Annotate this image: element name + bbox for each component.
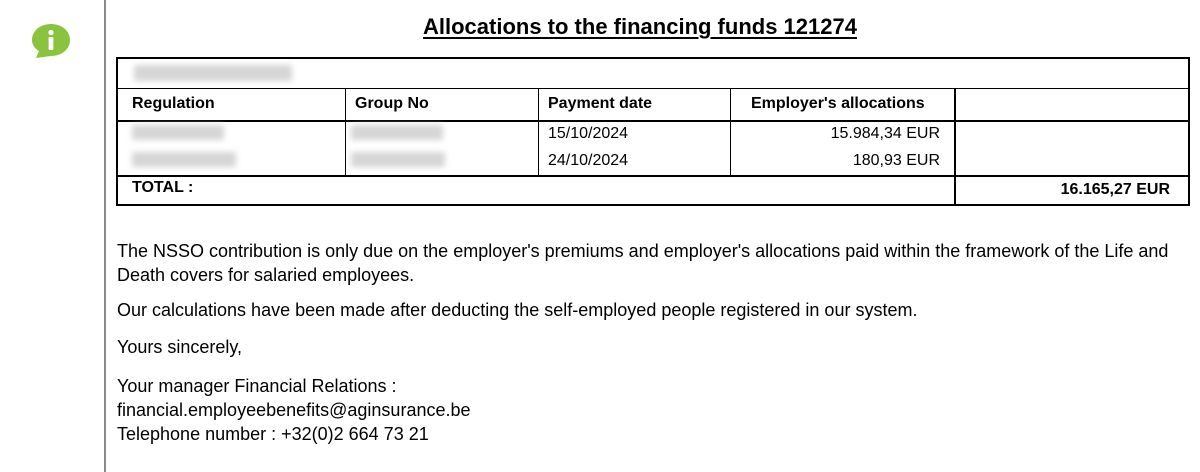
table-row-allocation: 15.984,34 EUR (830, 125, 940, 142)
table-divider (118, 88, 1188, 89)
redacted-field (132, 152, 236, 167)
nsso-paragraph: The NSSO contribution is only due on the employer's premiums and employer's allocations paid within the framework of the Life and Death covers for salaried employees. (117, 241, 1169, 285)
total-label: TOTAL : (132, 179, 194, 196)
calculations-paragraph: Our calculations have been made after deducting the self-employed people registered in our system. (117, 300, 918, 320)
closing-text: Yours sincerely, (117, 337, 243, 357)
redacted-field (132, 125, 224, 140)
table-row-payment-date: 24/10/2024 (548, 152, 629, 169)
allocations-table (116, 57, 1190, 206)
column-divider (730, 89, 731, 175)
header-payment-date: Payment date (548, 95, 653, 112)
table-divider (118, 175, 1188, 177)
contact-block (117, 374, 1177, 446)
header-regulation: Regulation (132, 95, 215, 112)
contact-email[interactable]: financial.employeebenefits@aginsurance.be (117, 400, 471, 420)
header-employer-allocations: Employer's allocations (751, 95, 925, 112)
contact-phone: Telephone number : +32(0)2 664 73 21 (117, 424, 429, 444)
column-divider (538, 89, 539, 175)
redacted-field (351, 125, 443, 140)
column-divider (954, 89, 956, 206)
total-value: 16.165,27 EUR (1060, 181, 1170, 198)
header-group-no: Group No (355, 95, 429, 112)
table-row-payment-date: 15/10/2024 (548, 125, 629, 142)
table-divider (118, 120, 1188, 122)
table-row-allocation: 180,93 EUR (852, 152, 940, 169)
info-icon (30, 22, 72, 60)
manager-label: Your manager Financial Relations : (117, 376, 397, 396)
redacted-field (134, 65, 292, 81)
margin-line (104, 0, 106, 472)
column-divider (345, 89, 346, 175)
redacted-field (351, 152, 445, 167)
document-title: Allocations to the financing funds 121274 (423, 14, 857, 39)
